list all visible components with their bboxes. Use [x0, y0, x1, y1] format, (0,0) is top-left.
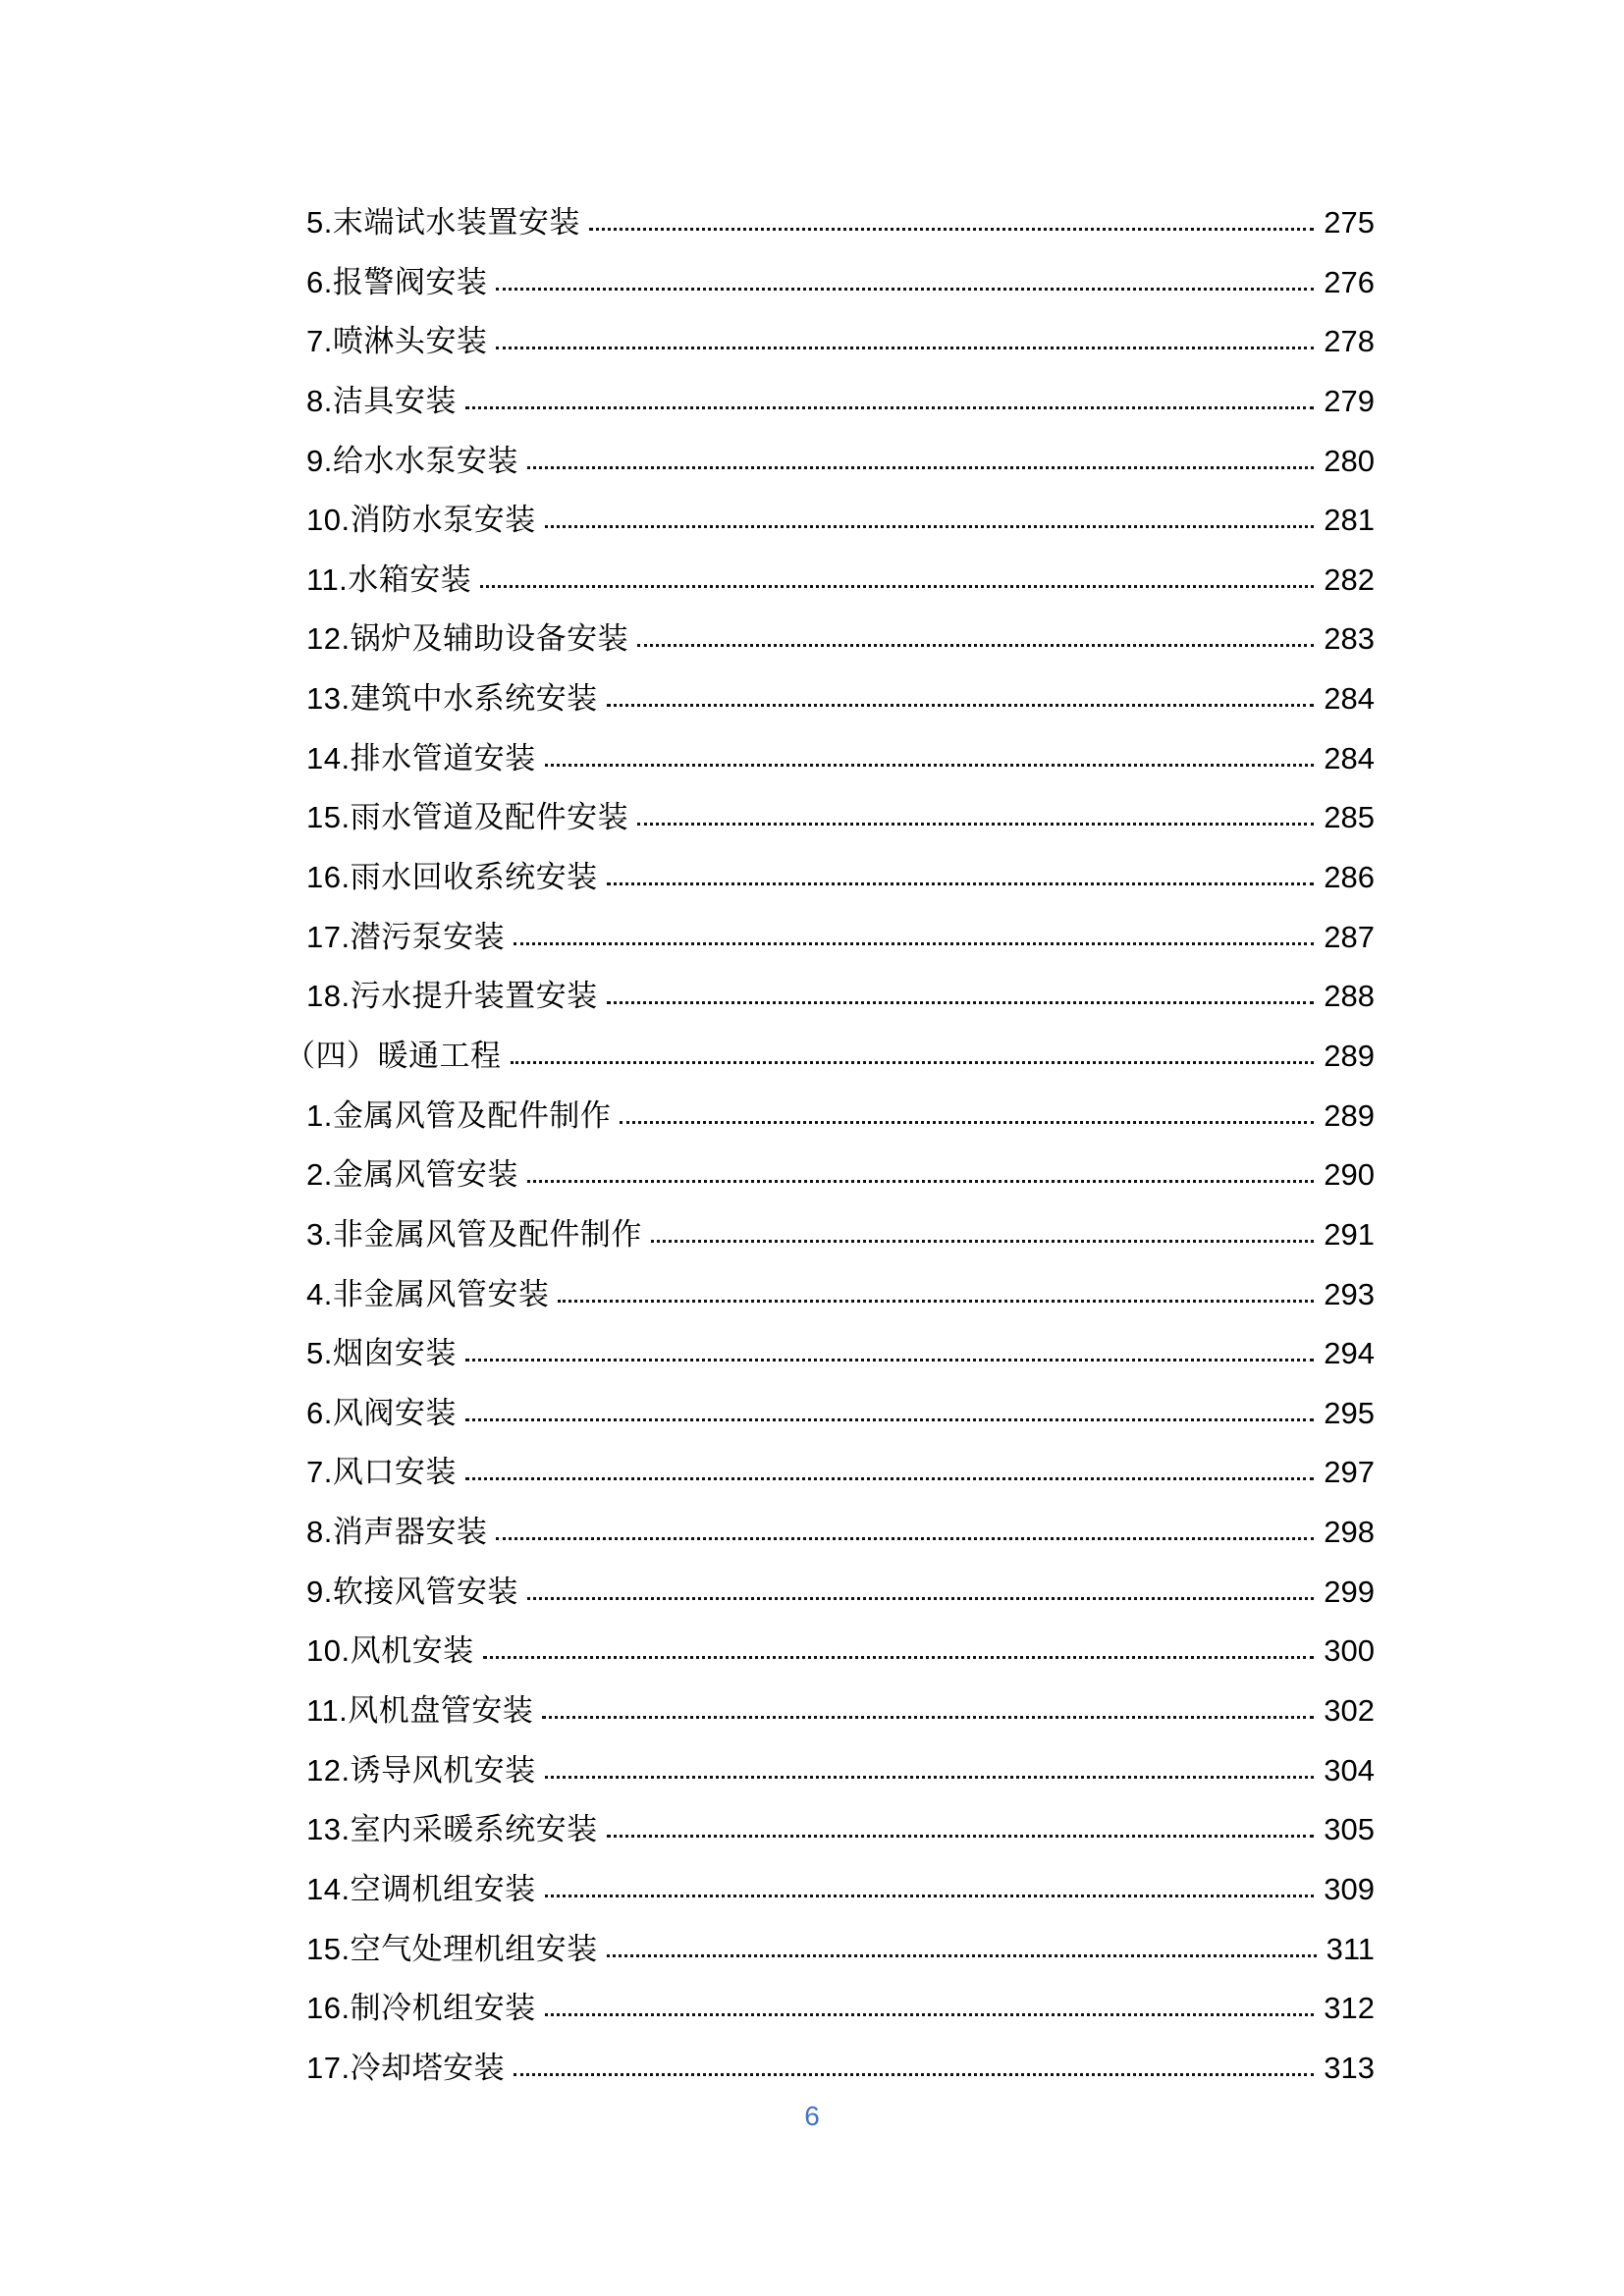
toc-entry-page: 279 [1324, 383, 1375, 418]
toc-dot-leader [483, 1656, 1315, 1659]
toc-entry-page: 278 [1324, 324, 1375, 359]
toc-entry-page: 284 [1324, 681, 1375, 717]
toc-entry[interactable] [285, 1503, 1375, 1563]
toc-entry-page: 294 [1324, 1336, 1375, 1371]
toc-entry[interactable] [285, 1324, 1375, 1384]
toc-entry[interactable] [285, 1265, 1375, 1325]
toc-dot-leader [637, 644, 1314, 647]
toc-entry-page: 305 [1324, 1812, 1375, 1847]
toc-entry-label: 10.风机安装 [306, 1633, 474, 1669]
toc-dot-leader [545, 525, 1315, 528]
toc-entry-label: 7.风口安装 [306, 1455, 457, 1490]
toc-entry-label: 2.金属风管安装 [306, 1157, 518, 1193]
toc-entry[interactable] [285, 908, 1375, 968]
toc-entry[interactable] [285, 491, 1375, 551]
toc-entry-label: 15.空气处理机组安装 [306, 1931, 598, 1966]
toc-entry-label: 6.风阀安装 [306, 1395, 457, 1430]
footer-page-number: 6 [804, 2101, 820, 2131]
toc-entry-label: 6.报警阀安装 [306, 264, 488, 299]
toc-entry-page: 304 [1324, 1752, 1375, 1788]
toc-entry[interactable] [285, 1087, 1375, 1147]
toc-entry-page: 293 [1324, 1276, 1375, 1311]
toc-entry-page: 298 [1324, 1515, 1375, 1550]
toc-dot-leader [465, 1418, 1314, 1421]
toc-dot-leader [545, 1895, 1315, 1897]
toc-dot-leader [545, 764, 1315, 767]
toc-entry-label: 12.诱导风机安装 [306, 1752, 536, 1788]
toc-entry[interactable] [285, 253, 1375, 313]
toc-entry-page: 285 [1324, 800, 1375, 835]
toc-dot-leader [527, 1180, 1314, 1183]
toc-entry-label: 18.污水提升装置安装 [306, 979, 598, 1014]
toc-entry[interactable] [285, 1205, 1375, 1265]
toc-entry-label: 13.室内采暖系统安装 [306, 1812, 598, 1847]
toc-dot-leader [496, 1537, 1314, 1540]
toc-entry-page: 313 [1324, 2050, 1375, 2085]
toc-entry-page: 290 [1324, 1157, 1375, 1193]
toc-entry[interactable] [285, 1443, 1375, 1503]
toc-entry-page: 291 [1324, 1216, 1375, 1252]
toc-dot-leader [496, 347, 1314, 349]
toc-entry-label: 9.软接风管安装 [306, 1574, 518, 1609]
toc-entry-label: 14.排水管道安装 [306, 740, 536, 775]
toc-entry[interactable] [285, 1563, 1375, 1623]
toc-entry-label: 10.消防水泵安装 [306, 503, 536, 538]
toc-entry-page: 302 [1324, 1693, 1375, 1729]
toc-entry-page: 281 [1324, 503, 1375, 538]
toc-entry-page: 282 [1324, 561, 1375, 597]
toc-entry-label: 3.非金属风管及配件制作 [306, 1216, 642, 1252]
toc-dot-leader [589, 228, 1314, 231]
toc-entry[interactable] [285, 432, 1375, 492]
toc-entry[interactable] [285, 551, 1375, 611]
toc-entry-label: 1.金属风管及配件制作 [306, 1097, 612, 1133]
toc-entry-page: 289 [1324, 1097, 1375, 1133]
toc-entry-label: 7.喷淋头安装 [306, 324, 488, 359]
toc-entry[interactable] [285, 1920, 1375, 1980]
toc-entry[interactable] [285, 2039, 1375, 2099]
table-of-contents [285, 193, 1375, 2099]
toc-entry-page: 297 [1324, 1455, 1375, 1490]
toc-entry-page: 312 [1324, 1991, 1375, 2026]
toc-entry-label: 13.建筑中水系统安装 [306, 681, 598, 717]
toc-entry[interactable] [285, 1384, 1375, 1444]
toc-entry-label: 11.风机盘管安装 [306, 1693, 534, 1729]
toc-entry-page: 275 [1324, 205, 1375, 240]
toc-dot-leader [651, 1240, 1314, 1243]
toc-entry-label: 8.消声器安装 [306, 1515, 488, 1550]
toc-entry-page: 311 [1326, 1931, 1375, 1966]
toc-dot-leader [637, 823, 1314, 826]
toc-entry[interactable] [285, 1979, 1375, 2039]
toc-dot-leader [527, 1597, 1314, 1600]
toc-entry-page: 283 [1324, 621, 1375, 657]
toc-dot-leader [511, 1061, 1315, 1064]
toc-entry-page: 295 [1324, 1395, 1375, 1430]
toc-dot-leader [607, 1954, 1317, 1957]
toc-entry-label: 4.非金属风管安装 [306, 1276, 550, 1311]
toc-entry[interactable] [285, 848, 1375, 908]
toc-entry-page: 280 [1324, 443, 1375, 478]
toc-entry-label: 5.烟囱安装 [306, 1336, 457, 1371]
toc-dot-leader [480, 585, 1314, 588]
toc-entry-page: 300 [1324, 1633, 1375, 1669]
toc-entry-label: 5.末端试水装置安装 [306, 205, 580, 240]
toc-entry-label: 14.空调机组安装 [306, 1871, 536, 1906]
toc-entry-label: 8.洁具安装 [306, 383, 457, 418]
toc-entry-label: 17.潜污泵安装 [306, 919, 506, 954]
toc-entry-label: 16.雨水回收系统安装 [306, 860, 598, 895]
toc-dot-leader [465, 1359, 1314, 1362]
toc-entry[interactable] [285, 669, 1375, 729]
toc-entry-label: 12.锅炉及辅助设备安装 [306, 621, 629, 657]
toc-entry-page: 299 [1324, 1574, 1375, 1609]
toc-entry[interactable] [285, 610, 1375, 669]
toc-dot-leader [514, 942, 1314, 945]
toc-dot-leader [607, 1001, 1315, 1004]
toc-entry[interactable] [285, 967, 1375, 1027]
toc-entry-page: 288 [1324, 979, 1375, 1014]
toc-entry[interactable] [285, 1146, 1375, 1205]
toc-dot-leader [527, 466, 1314, 469]
toc-entry-page: 276 [1324, 264, 1375, 299]
toc-dot-leader [620, 1121, 1314, 1124]
toc-dot-leader [607, 704, 1315, 707]
toc-entry-label: 17.冷却塔安装 [306, 2050, 506, 2085]
toc-dot-leader [558, 1300, 1314, 1303]
toc-entry[interactable] [285, 193, 1375, 253]
toc-dot-leader [465, 1477, 1314, 1480]
toc-entry-page: 286 [1324, 860, 1375, 895]
toc-entry[interactable] [285, 372, 1375, 432]
toc-entry-label: 11.水箱安装 [306, 561, 472, 597]
toc-entry[interactable] [285, 729, 1375, 789]
toc-entry-page: 309 [1324, 1871, 1375, 1906]
toc-dot-leader [545, 1776, 1315, 1779]
toc-entry[interactable] [285, 1741, 1375, 1801]
toc-entry[interactable] [285, 1682, 1375, 1741]
toc-entry[interactable] [285, 788, 1375, 848]
toc-entry[interactable] [285, 312, 1375, 372]
toc-dot-leader [496, 288, 1314, 291]
toc-dot-leader [514, 2073, 1314, 2076]
toc-entry-label: 16.制冷机组安装 [306, 1991, 536, 2026]
toc-dot-leader [607, 1835, 1315, 1838]
toc-dot-leader [607, 882, 1315, 885]
toc-dot-leader [545, 2013, 1315, 2016]
toc-entry-page: 289 [1324, 1038, 1375, 1073]
toc-entry[interactable] [285, 1800, 1375, 1860]
toc-entry-label: （四）暖通工程 [285, 1038, 502, 1073]
toc-entry-label: 15.雨水管道及配件安装 [306, 800, 629, 835]
toc-section-entry[interactable] [285, 1027, 1375, 1087]
toc-entry[interactable] [285, 1860, 1375, 1920]
toc-entry-label: 9.给水水泵安装 [306, 443, 518, 478]
toc-dot-leader [542, 1716, 1314, 1719]
toc-dot-leader [465, 406, 1314, 409]
toc-entry-page: 287 [1324, 919, 1375, 954]
toc-entry[interactable] [285, 1622, 1375, 1682]
toc-entry-page: 284 [1324, 740, 1375, 775]
